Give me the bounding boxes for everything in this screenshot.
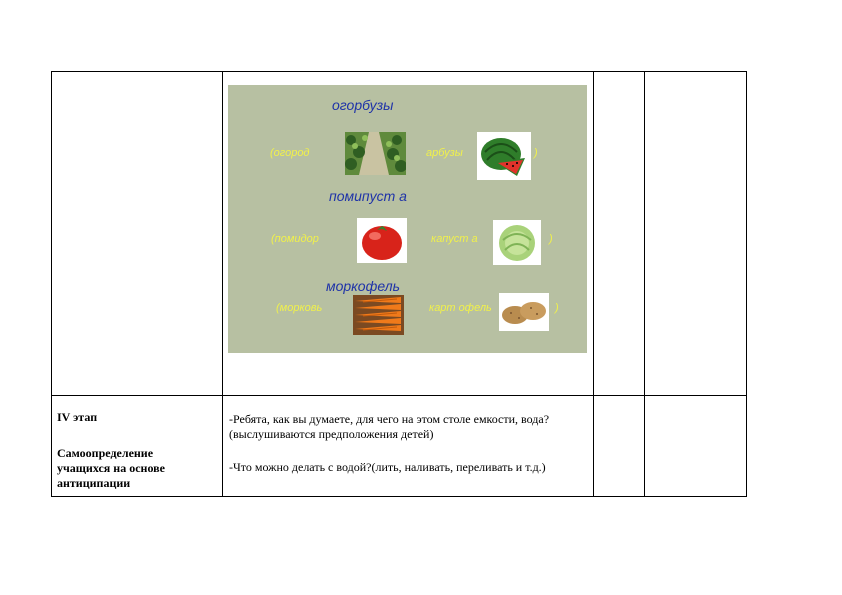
hint-left-1: (огород bbox=[270, 147, 310, 159]
stage-description: Самоопределение учащихся на основе антиципации bbox=[57, 446, 165, 490]
table-border-top bbox=[51, 71, 747, 72]
hint-close-1: ) bbox=[534, 147, 538, 159]
table-border-right bbox=[746, 71, 747, 497]
teacher-question-2: -Что можно делать с водой?(лить, наливать, переливать и т.д.) bbox=[229, 460, 546, 474]
hint-left-3: (морковь bbox=[276, 302, 323, 314]
combined-word-2: помипуст а bbox=[329, 188, 407, 204]
table-col-divider-3 bbox=[644, 71, 645, 497]
table-border-bottom bbox=[51, 496, 747, 497]
hint-right-1: арбузы bbox=[426, 147, 463, 159]
combined-word-3: моркофель bbox=[326, 278, 400, 294]
teacher-question-1: -Ребята, как вы думаете, для чего на этом столе емкости, вода? (выслушиваются предположения детей) bbox=[229, 412, 550, 441]
vegetable-slide bbox=[228, 85, 587, 353]
table-border-left bbox=[51, 71, 52, 497]
table-col-divider-2 bbox=[593, 71, 594, 497]
combined-word-1: огорбузы bbox=[332, 97, 394, 113]
watermelon-icon bbox=[477, 132, 531, 180]
tomato-icon bbox=[357, 218, 407, 263]
garden-icon bbox=[345, 132, 406, 175]
hint-left-2: (помидор bbox=[271, 233, 319, 245]
hint-right-3: карт офель bbox=[429, 302, 492, 314]
potatoes-icon bbox=[499, 293, 549, 331]
cabbage-icon bbox=[493, 220, 541, 265]
table-col-divider-1 bbox=[222, 71, 223, 497]
carrots-icon bbox=[353, 295, 404, 335]
hint-close-2: ) bbox=[549, 233, 553, 245]
stage-label: IV этап bbox=[57, 410, 98, 424]
hint-close-3: ) bbox=[555, 302, 559, 314]
table-row-divider bbox=[51, 395, 747, 396]
hint-right-2: капуст а bbox=[431, 233, 478, 245]
